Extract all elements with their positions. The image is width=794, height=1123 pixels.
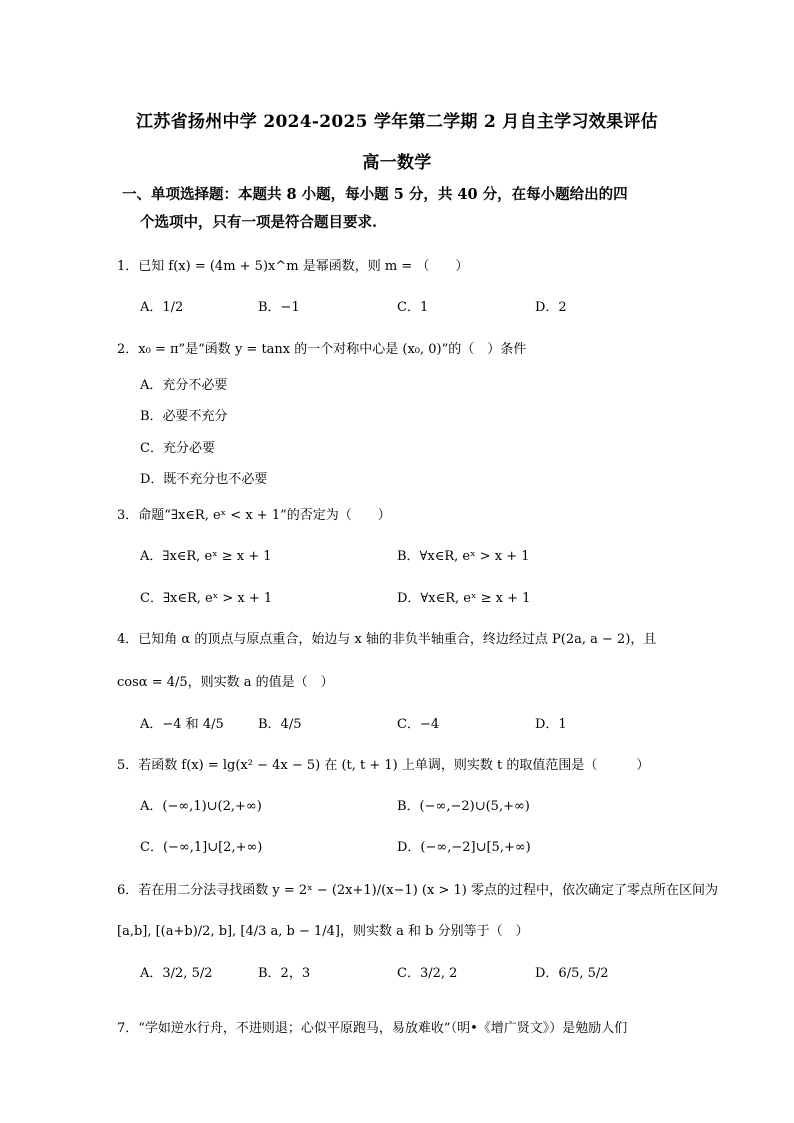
q4-option-b: B．4/5: [258, 717, 302, 732]
q3-option-a: A．∃x∈R, eˣ ≥ x + 1: [140, 549, 272, 564]
q4-option-a: A．−4 和 4/5: [140, 717, 224, 732]
exam-title: 江苏省扬州中学 2024-2025 学年第二学期 2 月自主学习效果评估: [136, 112, 658, 132]
question-6-stem-line1: 6．若在用二分法寻找函数 y = 2ˣ − (2x+1)/(x−1) (x > 1) 零点的过程中，依次确定了零点所在区间为: [117, 883, 718, 898]
section-heading-line1: 一、单项选择题：本题共 8 小题，每小题 5 分，共 40 分，在每小题给出的四: [122, 186, 628, 203]
q1-option-d: D．2: [535, 300, 567, 315]
q3-option-d: D．∀x∈R, eˣ ≥ x + 1: [397, 591, 531, 606]
q6-option-b: B．2，3: [258, 966, 311, 981]
question-4-stem-line2: cosα = 4/5，则实数 a 的值是（ ）: [117, 675, 334, 690]
q2-option-b: B．必要不充分: [140, 409, 228, 424]
exam-subtitle: 高一数学: [362, 153, 432, 173]
question-2-stem: 2．x₀ = π”是“函数 y = tanx 的一个对称中心是 (x₀, 0)”的（ ）条件: [117, 342, 527, 357]
q5-option-b: B．(−∞,−2)∪(5,+∞): [397, 799, 530, 814]
section-heading-line2: 个选项中，只有一项是符合题目要求.: [140, 214, 378, 231]
q6-option-a: A．3/2, 5/2: [140, 966, 213, 981]
question-3-stem: 3．命题“∃x∈R, eˣ < x + 1”的否定为（ ）: [117, 508, 391, 523]
question-7-stem: 7．“学如逆水行舟，不进则退；心似平原跑马，易放难收”（明•《增广贤文》）是勉励人们: [117, 1021, 628, 1036]
question-1-stem: 1．已知 f(x) = (4m + 5)x^m 是幂函数，则 m = （ ）: [117, 259, 469, 274]
q4-option-d: D．1: [535, 717, 567, 732]
q2-option-c: C．充分必要: [140, 441, 215, 456]
q4-option-c: C．−4: [397, 717, 440, 732]
q5-option-c: C．(−∞,1]∪[2,+∞): [140, 840, 263, 855]
q5-option-d: D．(−∞,−2]∪[5,+∞): [397, 840, 531, 855]
question-4-stem-line1: 4．已知角 α 的顶点与原点重合，始边与 x 轴的非负半轴重合，终边经过点 P(2a, a − 2)，且: [117, 632, 657, 647]
q5-option-a: A．(−∞,1)∪(2,+∞): [140, 799, 262, 814]
q1-option-c: C．1: [397, 300, 429, 315]
q6-option-d: D．6/5, 5/2: [535, 966, 609, 981]
q1-option-a: A．1/2: [140, 300, 184, 315]
question-5-stem: 5．若函数 f(x) = lg(x² − 4x − 5) 在 (t, t + 1) 上单调，则实数 t 的取值范围是（ ）: [117, 758, 650, 773]
q1-option-b: B．−1: [258, 300, 300, 315]
q6-option-c: C．3/2, 2: [397, 966, 458, 981]
question-6-stem-line2: [a,b], [(a+b)/2, b], [4/3 a, b − 1/4]，则实数 a 和 b 分别等于（ ）: [117, 924, 529, 939]
q2-option-d: D．既不充分也不必要: [140, 472, 268, 487]
q3-option-c: C．∃x∈R, eˣ > x + 1: [140, 591, 273, 606]
q2-option-a: A．充分不必要: [140, 378, 228, 393]
q3-option-b: B．∀x∈R, eˣ > x + 1: [397, 549, 530, 564]
